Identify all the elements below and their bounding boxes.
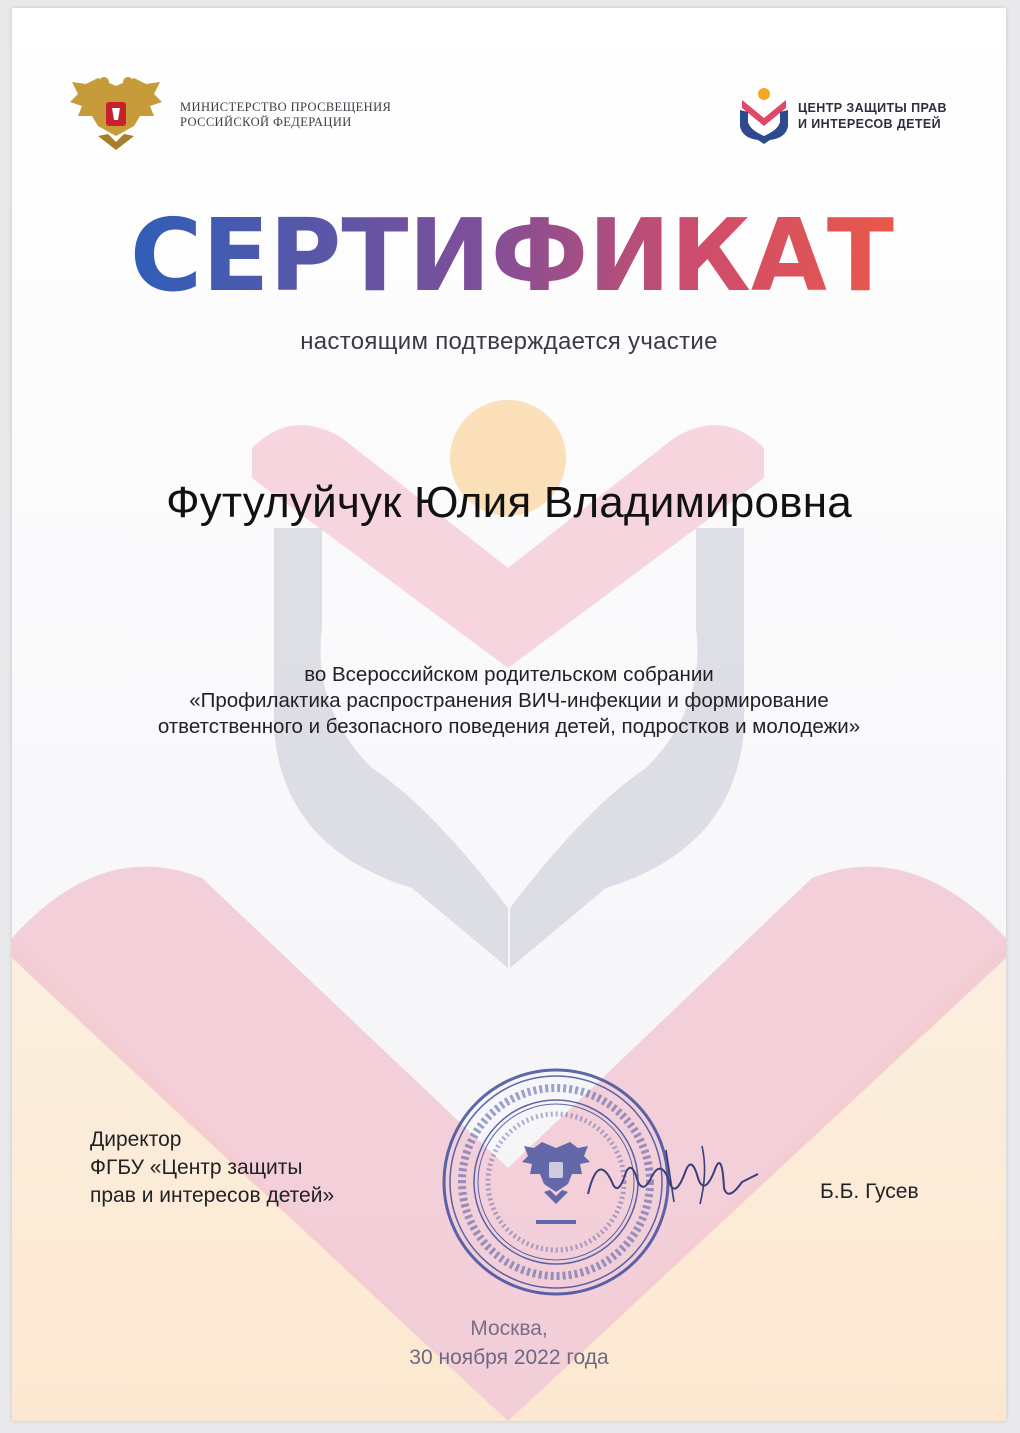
certificate-title-text: СЕРТИФИКАТ	[130, 197, 894, 310]
certificate-page	[12, 8, 1006, 1421]
event-line2: «Профилактика распространения ВИЧ-инфекции и формирование	[189, 689, 829, 712]
ministry-name-line1: МИНИСТЕРСТВО ПРОСВЕЩЕНИЯ	[180, 100, 392, 114]
director-line1: Директор	[90, 1128, 182, 1151]
handwritten-signature	[582, 1142, 762, 1212]
ministry-name-line2: РОССИЙСКОЙ ФЕДЕРАЦИИ	[180, 115, 352, 129]
event-line1: во Всероссийском родительском собрании	[304, 663, 714, 686]
signer-name: Б.Б. Гусев	[820, 1180, 919, 1203]
center-name	[798, 100, 947, 132]
certificate-title	[112, 194, 912, 310]
center-name-line2: И ИНТЕРЕСОВ ДЕТЕЙ	[798, 117, 942, 131]
director-line3: прав и интересов детей»	[90, 1184, 335, 1207]
issue-city: Москва,	[470, 1317, 548, 1340]
event-description	[12, 662, 1006, 740]
director-line2: ФГБУ «Центр защиты	[90, 1156, 303, 1179]
participant-name: Футулуйчук Юлия Владимировна	[166, 478, 852, 527]
hands-child-logo-icon	[736, 86, 792, 146]
event-line3: ответственного и безопасного поведения детей, подростков и молодежи»	[157, 715, 861, 738]
director-title	[90, 1126, 334, 1210]
double-headed-eagle-icon	[68, 72, 164, 154]
issue-date: 30 ноября 2022 года	[409, 1346, 609, 1369]
center-name-line1: ЦЕНТР ЗАЩИТЫ ПРАВ	[798, 101, 947, 115]
certificate-subtitle: настоящим подтверждается участие	[300, 328, 718, 355]
ministry-name	[180, 100, 391, 130]
